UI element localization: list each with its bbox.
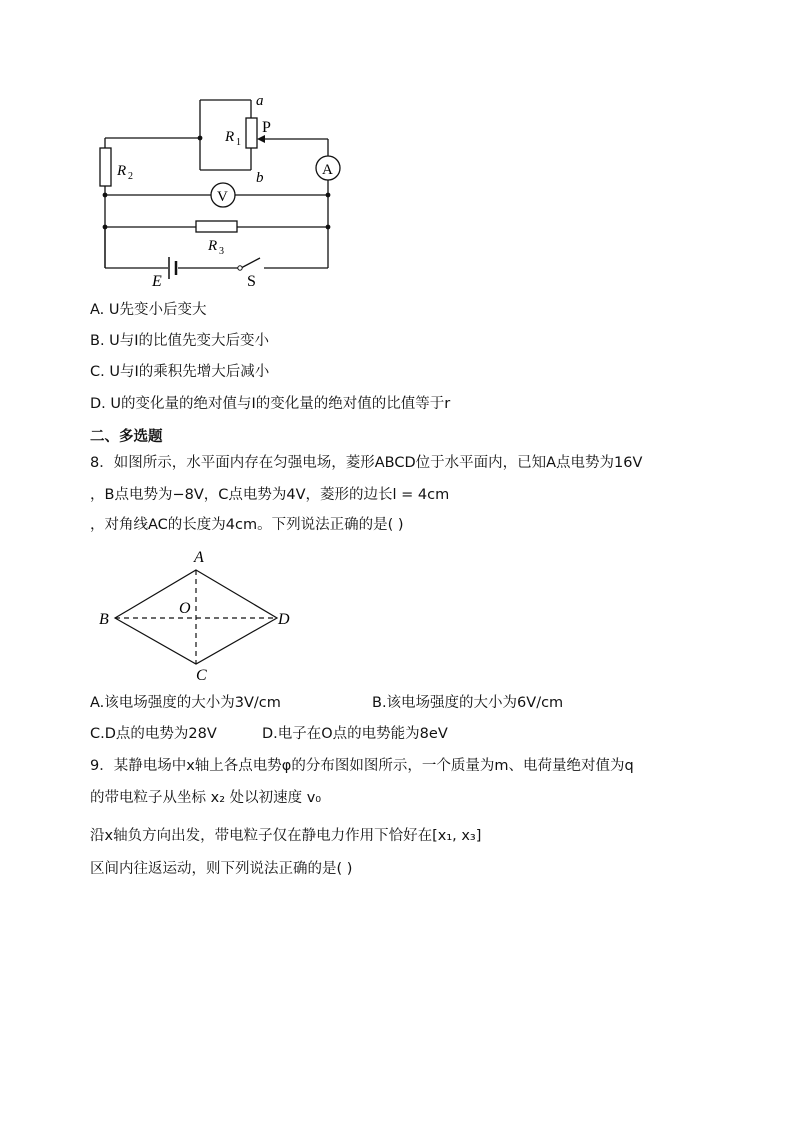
q8-stem-line1: 8．如图所示，水平面内存在匀强电场，菱形ABCD位于水平面内，已知A点电势为16V (90, 455, 643, 471)
section-heading: 二、多选题 (90, 429, 163, 445)
rhombus-diagram (95, 543, 305, 683)
label-R1: R (225, 129, 235, 145)
label-R1-sub: 1 (236, 137, 241, 148)
q8-option-d: D.电子在O点的电势能为8eV (262, 726, 448, 742)
q7-option-b: B. U与I的比值先变大后变小 (90, 333, 270, 349)
label-R3: R (208, 238, 218, 254)
q7-option-c: C. U与I的乘积先增大后减小 (90, 364, 270, 380)
q8-option-b: B.该电场强度的大小为6V/cm (372, 695, 564, 711)
q9-stem-line2: 的带电粒子从坐标 x₂ 处以初速度 v₀ (90, 790, 322, 806)
vertex-B-label: B (99, 611, 109, 628)
q8-option-a: A.该电场强度的大小为3V/cm (90, 695, 281, 711)
q8-stem-line3: ，对角线AC的长度为4cm。下列说法正确的是( ) (90, 517, 404, 533)
ammeter-label: A (322, 162, 333, 178)
vertex-C-label: C (196, 667, 207, 683)
q7-option-a: A. U先变小后变大 (90, 302, 207, 318)
label-R2: R (117, 163, 127, 179)
label-a: a (256, 93, 264, 109)
vertex-A-label: A (194, 549, 204, 566)
label-R3-sub: 3 (219, 246, 224, 257)
voltmeter-label: V (217, 189, 228, 205)
label-R2-sub: 2 (128, 171, 133, 182)
q7-option-d: D. U的变化量的绝对值与I的变化量的绝对值的比值等于r (90, 396, 451, 412)
label-S: S (247, 273, 256, 290)
vertex-D-label: D (278, 611, 290, 628)
circuit-diagram (90, 88, 360, 293)
label-b: b (256, 170, 264, 186)
q8-stem-line2: ，B点电势为−8V，C点电势为4V，菱形的边长l = 4cm (90, 487, 450, 503)
q9-stem-line1: 9．某静电场中x轴上各点电势φ的分布图如图所示，一个质量为m、电荷量绝对值为q (90, 758, 634, 774)
q9-stem-line3: 沿x轴负方向出发，带电粒子仅在静电力作用下恰好在[x₁, x₃] (90, 828, 482, 844)
center-O-label: O (179, 600, 191, 617)
label-E: E (152, 273, 162, 290)
label-P: P (262, 119, 271, 136)
q9-stem-line4: 区间内往返运动，则下列说法正确的是( ) (90, 861, 353, 877)
q8-option-c: C.D点的电势为28V (90, 726, 217, 742)
